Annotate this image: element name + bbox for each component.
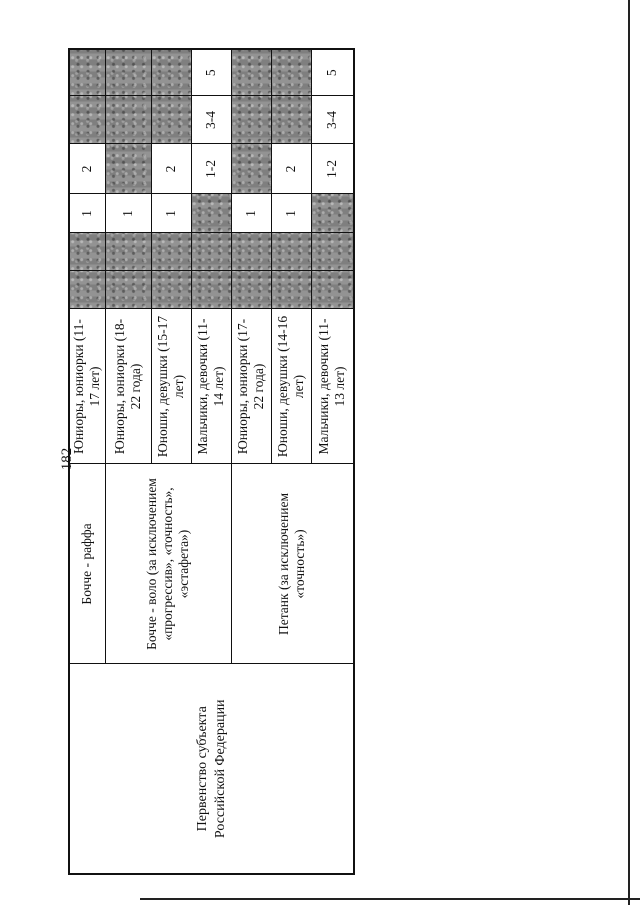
category-cell: Юниоры, юниорки (11-17 лет) <box>69 309 105 464</box>
rank-cell: 1-2 <box>191 144 231 194</box>
shaded-cell <box>271 49 311 96</box>
shaded-cell <box>69 233 105 271</box>
rank-cell: 3-4 <box>311 96 354 144</box>
page-number: 182 <box>59 447 75 471</box>
shaded-cell <box>105 271 151 309</box>
category-cell: Юноши, девушки (14-16 лет) <box>271 309 311 464</box>
shaded-cell <box>231 271 271 309</box>
rank-cell: 5 <box>311 49 354 96</box>
rank-cell: 1 <box>271 194 311 233</box>
table-body <box>69 49 354 874</box>
shaded-cell <box>69 96 105 144</box>
rotated-table-container <box>68 50 353 875</box>
rank-cell: 2 <box>151 144 191 194</box>
shaded-cell <box>69 271 105 309</box>
shaded-cell <box>191 271 231 309</box>
shaded-cell <box>271 233 311 271</box>
shaded-cell <box>105 49 151 96</box>
category-cell: Мальчики, девочки (11-13 лет) <box>311 309 354 464</box>
rank-cell: 5 <box>191 49 231 96</box>
competition-cell: Первенство субъекта Российской Федерации <box>69 664 354 874</box>
category-cell: Юноши, девушки (15-17 лет) <box>151 309 191 464</box>
shaded-cell <box>151 233 191 271</box>
shaded-cell <box>231 49 271 96</box>
rank-cell: 2 <box>69 144 105 194</box>
shaded-cell <box>105 96 151 144</box>
sports-rank-table <box>68 48 355 875</box>
shaded-cell <box>231 144 271 194</box>
discipline-cell: Бочче - раффа <box>69 464 105 664</box>
shaded-cell <box>151 96 191 144</box>
shaded-cell <box>271 271 311 309</box>
page-edge-bottom <box>140 898 640 900</box>
shaded-cell <box>151 49 191 96</box>
category-cell: Юниоры, юниорки (18-22 года) <box>105 309 151 464</box>
shaded-cell <box>231 233 271 271</box>
shaded-cell <box>151 271 191 309</box>
rank-cell: 1-2 <box>311 144 354 194</box>
rank-cell: 1 <box>151 194 191 233</box>
shaded-cell <box>311 271 354 309</box>
shaded-cell <box>191 233 231 271</box>
table-row <box>69 49 105 874</box>
page-edge-right <box>628 0 630 905</box>
shaded-cell <box>105 233 151 271</box>
rank-cell: 2 <box>271 144 311 194</box>
shaded-cell <box>105 144 151 194</box>
shaded-cell <box>231 96 271 144</box>
category-cell: Юниоры, юниорки (17-22 года) <box>231 309 271 464</box>
shaded-cell <box>311 233 354 271</box>
shaded-cell <box>69 49 105 96</box>
rank-cell: 1 <box>105 194 151 233</box>
category-cell: Мальчики, девочки (11-14 лет) <box>191 309 231 464</box>
discipline-cell: Бочче - воло (за исключением «прогрессив», «точность», «эстафета») <box>105 464 231 664</box>
rank-cell: 1 <box>69 194 105 233</box>
discipline-cell: Петанк (за исключением «точность») <box>231 464 354 664</box>
shaded-cell <box>271 96 311 144</box>
shaded-cell <box>191 194 231 233</box>
rank-cell: 3-4 <box>191 96 231 144</box>
rank-cell: 1 <box>231 194 271 233</box>
shaded-cell <box>311 194 354 233</box>
